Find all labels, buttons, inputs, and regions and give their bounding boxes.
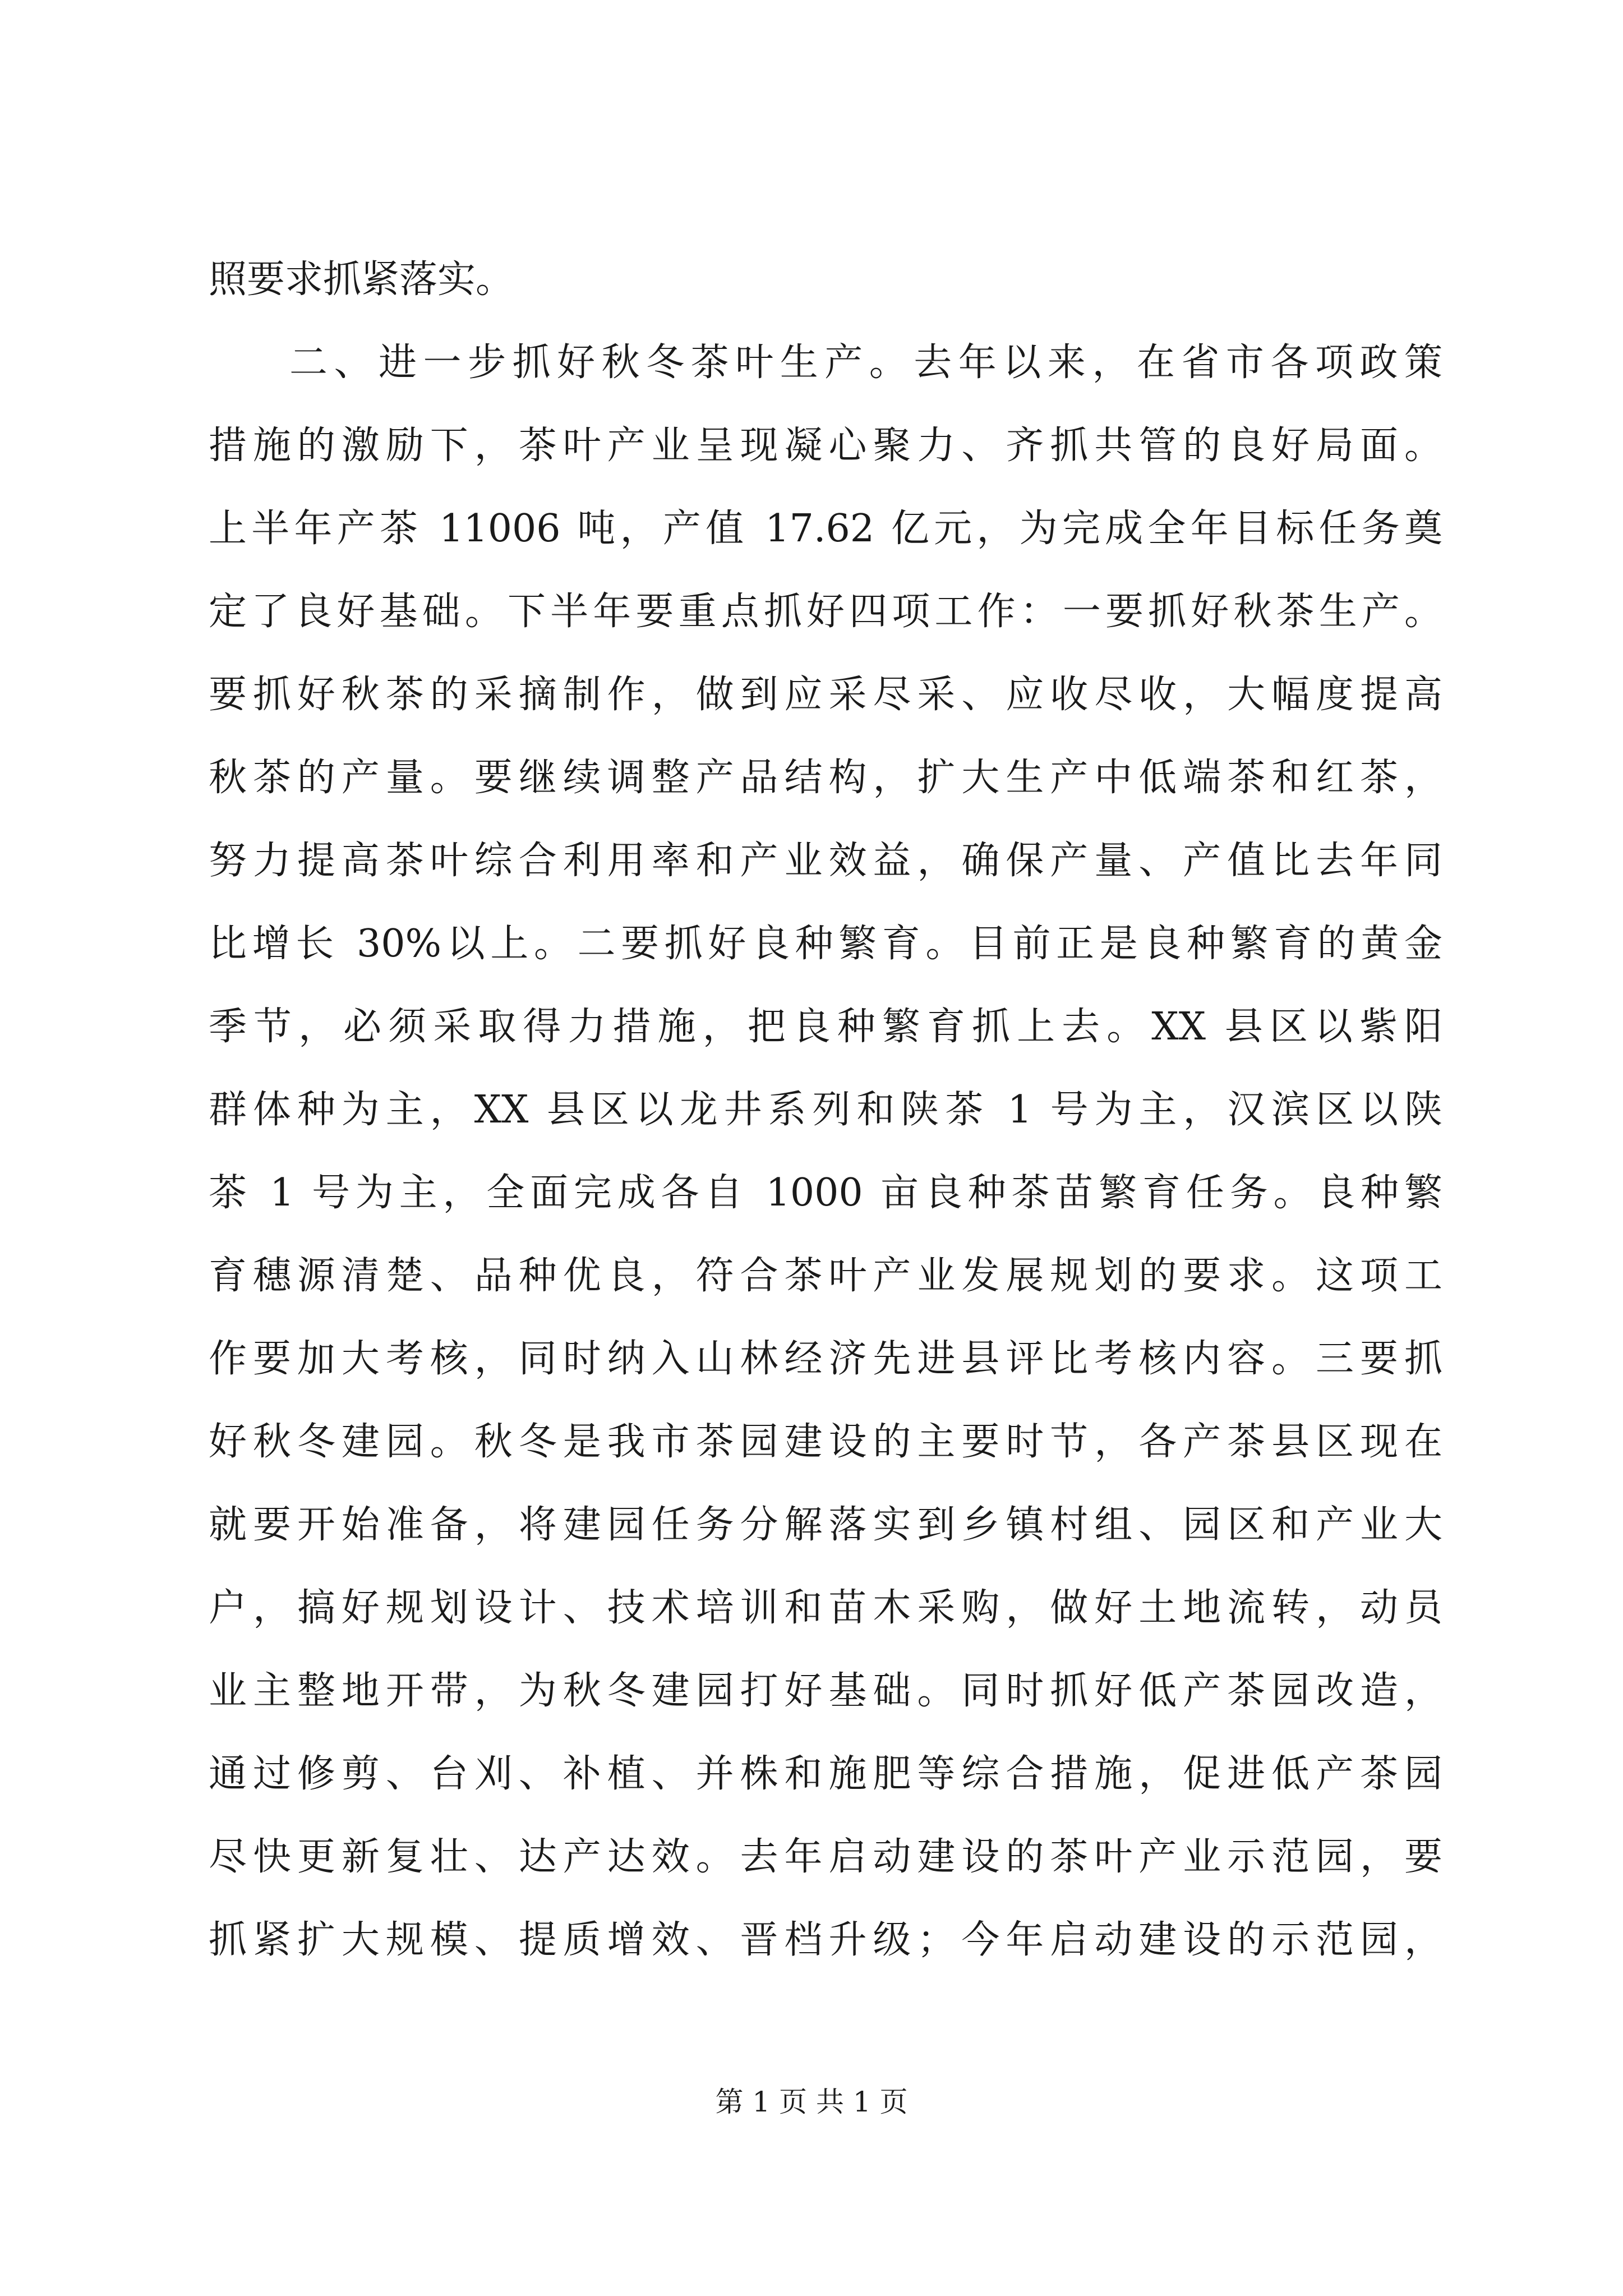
paragraph-line: 秋茶的产量。要继续调整产品结构，扩大生产中低端茶和红茶， xyxy=(209,756,1442,800)
document-body xyxy=(209,238,1442,1982)
paragraph-line: 季节，必须采取得力措施，把良种繁育抓上去。XX 县区以紫阳 xyxy=(209,1005,1442,1049)
paragraph-line: 业主整地开带，为秋冬建园打好基础。同时抓好低产茶园改造， xyxy=(209,1669,1442,1713)
paragraph-line: 通过修剪、台刈、补植、并株和施肥等综合措施，促进低产茶园 xyxy=(209,1752,1442,1796)
paragraph-line: 努力提高茶叶综合利用率和产业效益，确保产量、产值比去年同 xyxy=(209,839,1442,883)
paragraph-line: 尽快更新复壮、达产达效。去年启动建设的茶叶产业示范园，要 xyxy=(209,1835,1442,1879)
paragraph-line: 上半年产茶 11006 吨，产值 17.62 亿元，为完成全年目标任务奠 xyxy=(209,507,1442,551)
paragraph-line: 要抓好秋茶的采摘制作，做到应采尽采、应收尽收，大幅度提高 xyxy=(209,673,1442,717)
paragraph-line: 群体种为主，XX 县区以龙井系列和陕茶 1 号为主，汉滨区以陕 xyxy=(209,1088,1442,1132)
paragraph-line: 育穗源清楚、品种优良，符合茶叶产业发展规划的要求。这项工 xyxy=(209,1254,1442,1298)
paragraph-line: 作要加大考核，同时纳入山林经济先进县评比考核内容。三要抓 xyxy=(209,1337,1442,1381)
page-footer xyxy=(0,2082,1623,2122)
paragraph-line: 二、进一步抓好秋冬茶叶生产。去年以来，在省市各项政策 xyxy=(289,341,1442,385)
paragraph-line: 抓紧扩大规模、提质增效、晋档升级；今年启动建设的示范园， xyxy=(209,1918,1442,1962)
paragraph-line: 照要求抓紧落实。 xyxy=(209,257,514,302)
paragraph-line: 好秋冬建园。秋冬是我市茶园建设的主要时节，各产茶县区现在 xyxy=(209,1420,1442,1464)
paragraph-line: 茶 1 号为主，全面完成各自 1000 亩良种茶苗繁育任务。良种繁 xyxy=(209,1171,1442,1215)
paragraph-line: 比增长 30%以上。二要抓好良种繁育。目前正是良种繁育的黄金 xyxy=(209,922,1442,966)
paragraph-line: 就要开始准备，将建园任务分解落实到乡镇村组、园区和产业大 xyxy=(209,1503,1442,1547)
paragraph-line: 措施的激励下，茶叶产业呈现凝心聚力、齐抓共管的良好局面。 xyxy=(209,424,1442,468)
paragraph-line: 户，搞好规划设计、技术培训和苗木采购，做好土地流转，动员 xyxy=(209,1586,1442,1630)
paragraph-line: 定了良好基础。下半年要重点抓好四项工作：一要抓好秋茶生产。 xyxy=(209,590,1442,634)
page-number: 第 1 页 共 1 页 xyxy=(715,2086,908,2118)
